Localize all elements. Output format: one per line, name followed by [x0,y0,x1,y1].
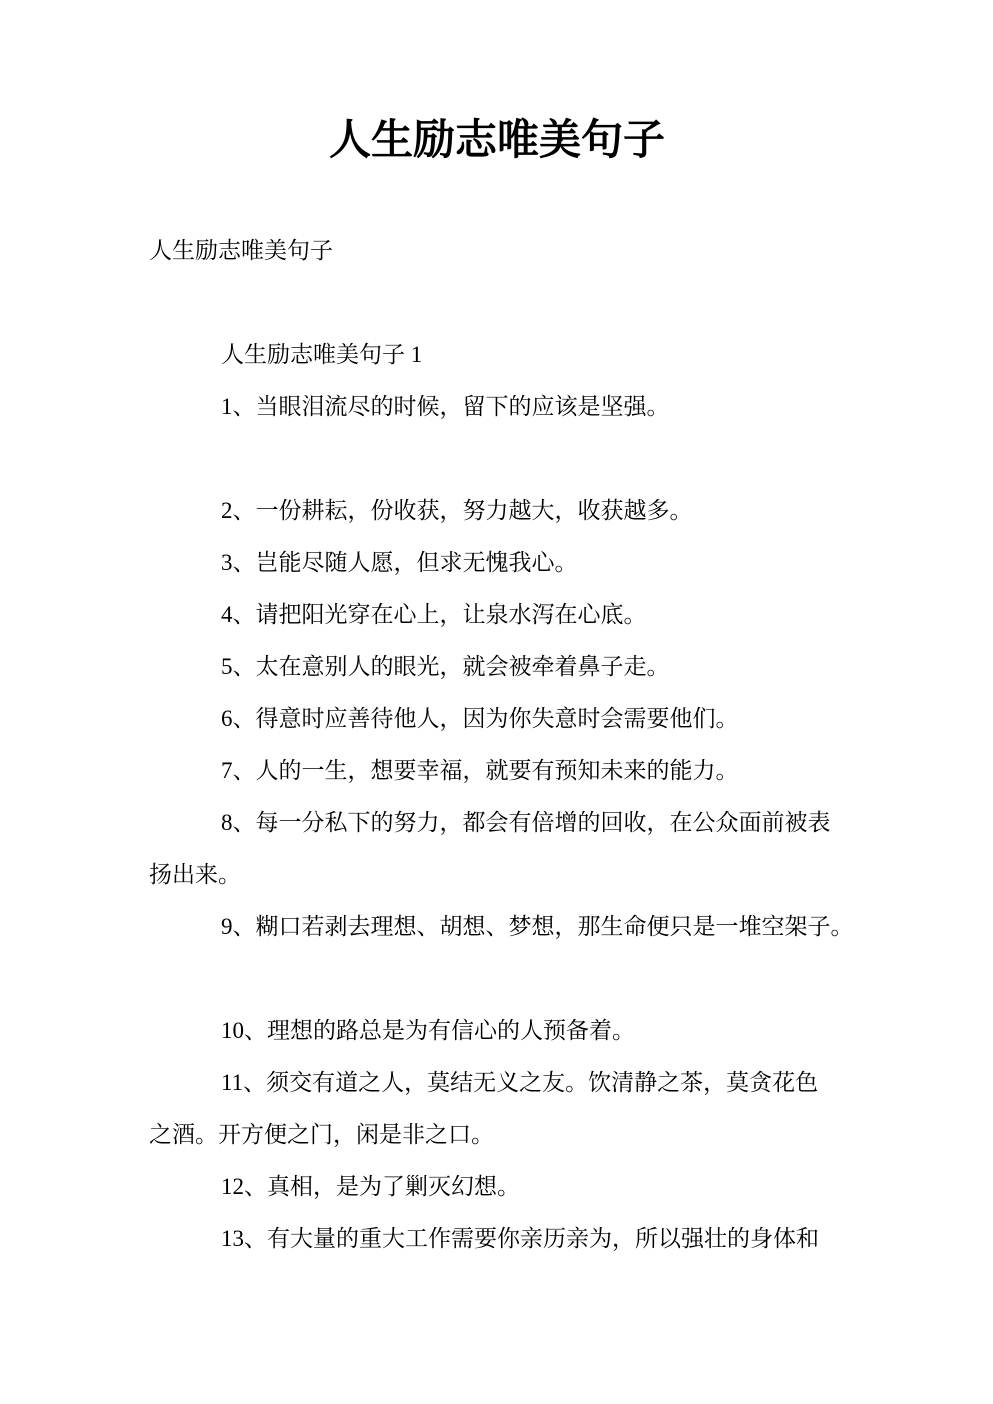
quote-line-4: 4、请把阳光穿在心上，让泉水泻在心底。 [221,602,647,627]
quote-line-5: 5、太在意别人的眼光，就会被牵着鼻子走。 [221,654,670,679]
quote-line-6: 6、得意时应善待他人，因为你失意时会需要他们。 [221,706,739,731]
intro-line: 人生励志唯美句子 [149,238,333,263]
quote-line-9: 9、糊口若剥去理想、胡想、梦想，那生命便只是一堆空架子。 [221,914,854,939]
quote-line-8-part-1: 8、每一分私下的努力，都会有倍增的回收，在公众面前被表 [221,810,831,835]
blank-line [149,277,845,329]
quote-line-10: 10、理想的路总是为有信心的人预备着。 [221,1018,635,1043]
quote-line-2: 2、一份耕耘，份收获，努力越大，收获越多。 [221,498,693,523]
blank-line [149,953,845,1005]
quote-line-1: 1、当眼泪流尽的时候，留下的应该是坚强。 [221,394,670,419]
quote-line-13: 13、有大量的重大工作需要你亲历亲为，所以强壮的身体和 [221,1226,819,1251]
document-title: 人生励志唯美句子 [328,116,665,163]
quote-line-3: 3、岂能尽随人愿，但求无愧我心。 [221,550,578,575]
section-heading: 人生励志唯美句子 1 [221,342,423,367]
document-body [149,0,854,1265]
quote-line-8-part-2: 扬出来。 [149,862,241,887]
quote-line-7: 7、人的一生，想要幸福，就要有预知未来的能力。 [221,758,739,783]
blank-line [149,433,845,485]
quote-line-11-part-1: 11、须交有道之人，莫结无义之友。饮清静之茶，莫贪花色 [221,1070,819,1095]
quote-line-12: 12、真相，是为了剿灭幻想。 [221,1174,520,1199]
quote-line-11-part-2: 之酒。开方便之门，闲是非之口。 [149,1122,494,1147]
